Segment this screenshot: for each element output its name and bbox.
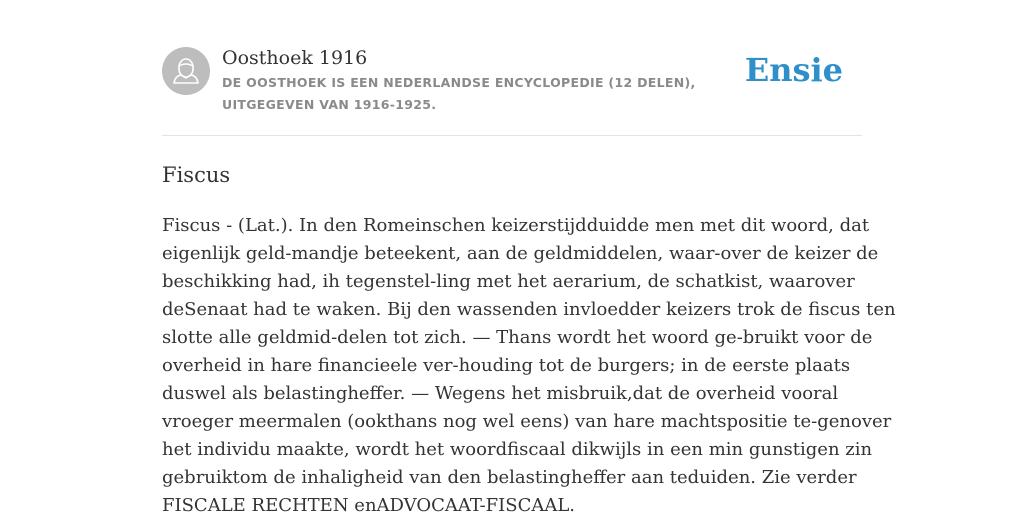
entry-line: beschikking had, ih tegenstel-ling met het aerarium, de schatkist, waarover xyxy=(162,271,855,292)
user-icon xyxy=(162,47,210,95)
entry-line: eigenlijk geld-mandje beteekent, aan de geldmiddelen, waar-over de keizer de xyxy=(162,243,879,264)
entry-line: het individu maakte, wordt het woordfiscaal dikwijls in een min gunstigen zin xyxy=(162,439,873,460)
entry-line: duswel als belastingheffer. — Wegens het misbruik,dat de overheid vooral xyxy=(162,383,839,404)
source-description: DE OOSTHOEK IS EEN NEDERLANDSE ENCYCLOPEDIE (12 DELEN), UITGEGEVEN VAN 1916-1925. xyxy=(222,75,696,112)
header-divider xyxy=(162,135,862,136)
entry-line: gebruiktom de inhaligheid van den belastingheffer aan teduiden. Zie verder xyxy=(162,467,857,488)
entry-line: vroeger meermalen (ookthans nog wel eens) van hare machtspositie te-genover xyxy=(162,411,892,432)
entry-line: deSenaat had te waken. Bij den wassenden invloedder keizers trok de fiscus ten xyxy=(162,299,896,320)
entry-title: Fiscus xyxy=(162,163,231,187)
entry-line: FISCALE RECHTEN enADVOCAAT-FISCAAL. xyxy=(162,495,576,512)
entry-line: slotte alle geldmid-delen tot zich. — Thans wordt het woord ge-bruikt voor de xyxy=(162,327,873,348)
source-header xyxy=(162,46,862,136)
source-title: Oosthoek 1916 xyxy=(222,47,368,69)
entry-line: Fiscus - (Lat.). In den Romeinschen keizerstijdduidde men met dit woord, dat xyxy=(162,215,870,236)
ensie-logo-link[interactable]: Ensie xyxy=(744,51,843,89)
entry-body xyxy=(162,212,896,512)
avatar xyxy=(162,47,210,95)
entry-line: overheid in hare financieele ver-houding tot de burgers; in de eerste plaats xyxy=(162,355,851,376)
